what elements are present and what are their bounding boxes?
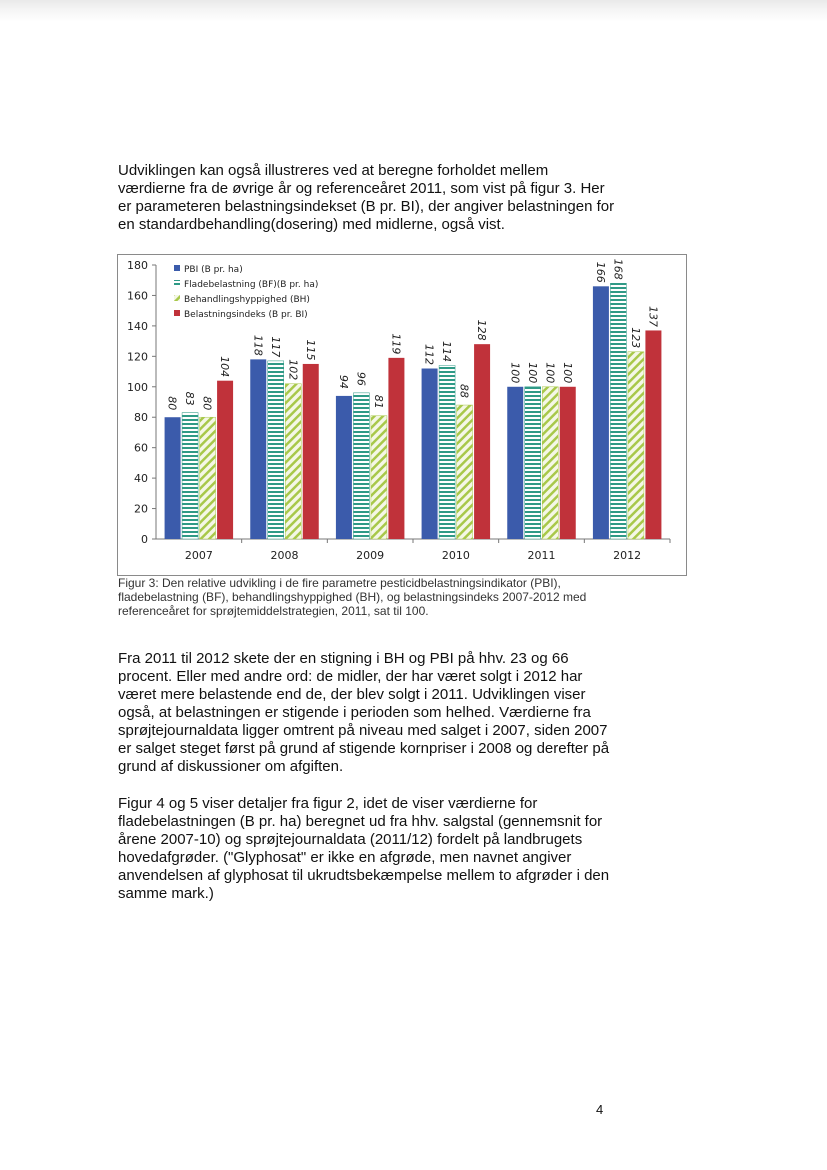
bar — [353, 393, 369, 539]
y-tick-label: 180 — [127, 259, 148, 272]
bar — [250, 359, 266, 539]
figure-3-chart — [117, 254, 687, 576]
y-tick-label: 160 — [127, 289, 148, 303]
legend-swatch — [174, 280, 180, 286]
bar-value-label: 81 — [371, 394, 385, 409]
bar-value-label: 96 — [354, 371, 368, 386]
x-tick-label: 2009 — [356, 549, 385, 562]
x-tick-label: 2012 — [613, 549, 642, 562]
legend-swatch — [174, 295, 180, 301]
x-tick-label: 2007 — [184, 549, 213, 562]
bar-value-label: 137 — [646, 305, 660, 327]
bar-value-label: 123 — [628, 327, 642, 349]
legend-swatch — [174, 265, 180, 271]
bar-value-label: 102 — [286, 359, 300, 381]
bar — [525, 387, 541, 539]
bar — [165, 417, 181, 539]
bar — [645, 330, 661, 539]
y-tick-label: 20 — [134, 502, 148, 516]
bar-value-label: 88 — [457, 384, 471, 399]
bar-value-label: 168 — [611, 258, 625, 280]
details-paragraph: Figur 4 og 5 viser detaljer fra figur 2, idet de viser værdierne for fladebelastningen (B pr. ha) beregnet ud fra hhv. salgstal (gennemsnit for årene 2007-10) og sprøjtejournaldata (2011/12) fordelt på landbrugets hovedafgrøder. ("Glyphosat" er ikke en afgrøde, men navnet angiver anvendelsen af glyphosat til ukrudtsbekæmpelse mellem to afgrøder i den samme mark.) — [118, 795, 610, 902]
legend-label: PBI (B pr. ha) — [184, 265, 243, 275]
figure-caption: Figur 3: Den relative udvikling i de fire parametre pesticidbelastningsindikator (PBI), fladebelastning (BF), behandlingshyppighed (BH), og belastningsindeks 2007-2012 med referenceåret for sprøjtemiddelstrategien, 2011, sat til 100. — [118, 576, 587, 618]
bar — [336, 396, 352, 539]
y-tick-label: 100 — [127, 380, 148, 394]
bar — [474, 344, 490, 539]
bar — [371, 416, 387, 539]
page-number: 4 — [596, 1102, 604, 1117]
bar — [439, 365, 455, 539]
intro-paragraph: Udviklingen kan også illustreres ved at beregne forholdet mellem værdierne fra de øvrige år og referenceåret 2011, som vist på figur 3. Her er parameteren belastningsindekset (B pr. BI), der angiver belastningen for en standardbehandling(dosering) med midlerne, også vist. — [118, 162, 615, 233]
bar-value-label: 94 — [336, 374, 350, 389]
bar — [303, 364, 319, 539]
bar — [560, 387, 576, 539]
bar-value-label: 112 — [422, 344, 436, 366]
bar — [628, 352, 644, 539]
bar — [457, 405, 473, 539]
legend-label: Fladebelastning (BF)(B pr. ha) — [184, 280, 319, 290]
x-tick-label: 2010 — [441, 549, 470, 562]
legend-label: Belastningsindeks (B pr. BI) — [184, 310, 308, 320]
bar-value-label: 104 — [218, 356, 232, 378]
bar-value-label: 83 — [183, 391, 197, 406]
bar-value-label: 80 — [200, 396, 214, 411]
y-tick-label: 0 — [141, 533, 148, 546]
bar — [268, 361, 284, 539]
results-paragraph: Fra 2011 til 2012 skete der en stigning i BH og PBI på hhv. 23 og 66 procent. Eller med andre ord: de midler, der har været solgt i 2012 har været mere belastende end de, der blev solgt i 2011. Udviklingen viser også, at belastningen er stigende i perioden som helhed. Værdierne fra sprøjtejournaldata ligger omtrent på niveau med salget i 2007, siden 2007 er salget steget først på grund af stigende kornpriser i 2008 og derefter på grund af diskussioner om afgiften. — [118, 650, 610, 775]
bar — [388, 358, 404, 539]
y-tick-label: 80 — [134, 411, 148, 425]
bar-value-label: 119 — [389, 333, 403, 355]
bar-value-label: 128 — [475, 319, 489, 341]
bar-value-label: 100 — [525, 362, 539, 384]
bar-value-label: 100 — [543, 362, 557, 384]
bar — [182, 413, 198, 539]
bar-value-label: 166 — [593, 261, 607, 283]
y-tick-label: 40 — [134, 472, 148, 486]
scan-edge — [0, 0, 827, 22]
bar-value-label: 117 — [268, 336, 282, 358]
bar — [217, 381, 233, 539]
bar-value-label: 118 — [251, 334, 265, 356]
bar — [285, 384, 301, 539]
bar — [593, 286, 609, 539]
bar — [610, 283, 626, 539]
bar-value-label: 80 — [165, 396, 179, 411]
x-tick-label: 2008 — [270, 549, 299, 562]
bar — [200, 417, 216, 539]
bar-value-label: 115 — [303, 339, 317, 361]
y-tick-label: 140 — [127, 319, 148, 333]
bar — [422, 369, 438, 539]
legend-swatch — [174, 310, 180, 316]
x-tick-label: 2011 — [527, 549, 556, 562]
bar — [542, 387, 558, 539]
y-tick-label: 120 — [127, 350, 148, 364]
bar-chart-svg — [118, 255, 686, 575]
y-tick-label: 60 — [134, 441, 148, 455]
bar-value-label: 100 — [508, 362, 522, 384]
bar — [507, 387, 523, 539]
bar-value-label: 114 — [440, 340, 454, 362]
bar-value-label: 100 — [560, 362, 574, 384]
legend-label: Behandlingshyppighed (BH) — [184, 295, 310, 305]
